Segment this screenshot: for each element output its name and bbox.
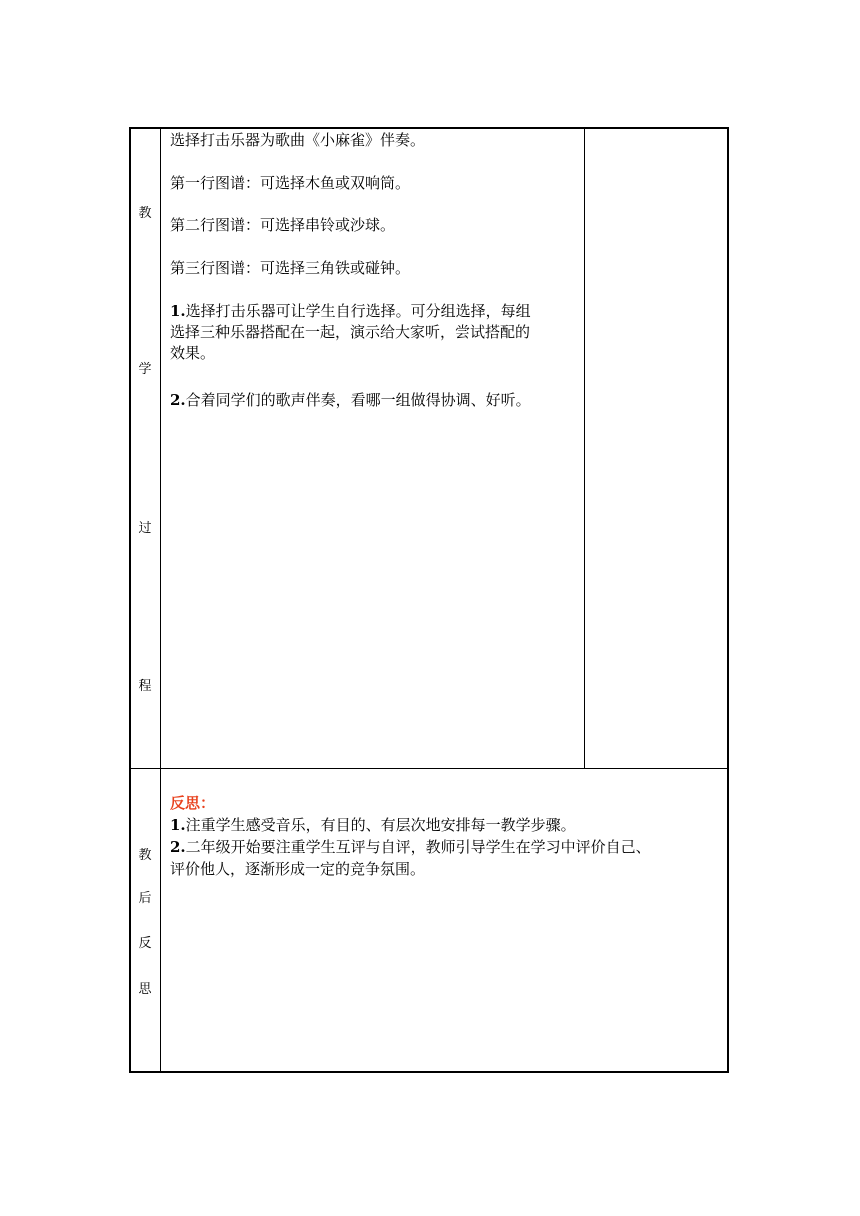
table-right-border <box>727 127 729 1073</box>
process-point-1-line-3: 效果。 <box>170 344 216 362</box>
reflection-title: 反思： <box>170 794 216 812</box>
notes-column-divider <box>584 127 585 768</box>
process-point-1-line-1 <box>170 301 531 322</box>
table-top-border <box>129 127 729 129</box>
process-line-1: 第一行图谱：可选择木鱼或双响筒。 <box>170 174 411 192</box>
process-point-1-number: 1. <box>170 302 186 320</box>
reflection-label-char-2: 后 <box>138 891 152 906</box>
reflection-point-2-line-2: 评价他人，逐渐形成一定的竞争氛围。 <box>170 860 426 878</box>
section-row-divider <box>129 768 729 769</box>
process-line-2: 第二行图谱：可选择串铃或沙球。 <box>170 216 396 234</box>
reflection-label-char-3: 反 <box>138 936 152 951</box>
reflection-point-2-text: 二年级开始要注重学生互评与自评，教师引导学生在学习中评价自己、 <box>185 838 651 856</box>
process-label-char-4: 程 <box>138 679 152 694</box>
label-column-divider <box>160 127 161 1073</box>
reflection-point-1-text: 注重学生感受音乐，有目的、有层次地安排每一教学步骤。 <box>185 816 576 834</box>
reflection-label-char-4: 思 <box>138 982 152 997</box>
reflection-point-2-line-1 <box>170 837 651 858</box>
process-point-2-number: 2. <box>170 391 186 409</box>
process-point-2-text: 合着同学们的歌声伴奏，看哪一组做得协调、好听。 <box>185 391 531 409</box>
process-label-char-2: 学 <box>138 362 152 377</box>
process-label-char-1: 教 <box>138 206 152 221</box>
process-point-1-text: 选择打击乐器可让学生自行选择。可分组选择，每组 <box>185 302 531 320</box>
reflection-point-2-number: 2. <box>170 838 186 856</box>
process-point-2 <box>170 390 531 411</box>
table-bottom-border <box>129 1071 729 1073</box>
reflection-point-1 <box>170 815 576 836</box>
process-point-1-line-2: 选择三种乐器搭配在一起，演示给大家听，尝试搭配的 <box>170 323 531 341</box>
process-label-char-3: 过 <box>138 521 152 536</box>
process-intro: 选择打击乐器为歌曲《小麻雀》伴奏。 <box>170 131 426 149</box>
table-left-border <box>129 127 131 1073</box>
process-line-3: 第三行图谱：可选择三角铁或碰钟。 <box>170 259 411 277</box>
reflection-label-char-1: 教 <box>138 848 152 863</box>
reflection-point-1-number: 1. <box>170 816 186 834</box>
